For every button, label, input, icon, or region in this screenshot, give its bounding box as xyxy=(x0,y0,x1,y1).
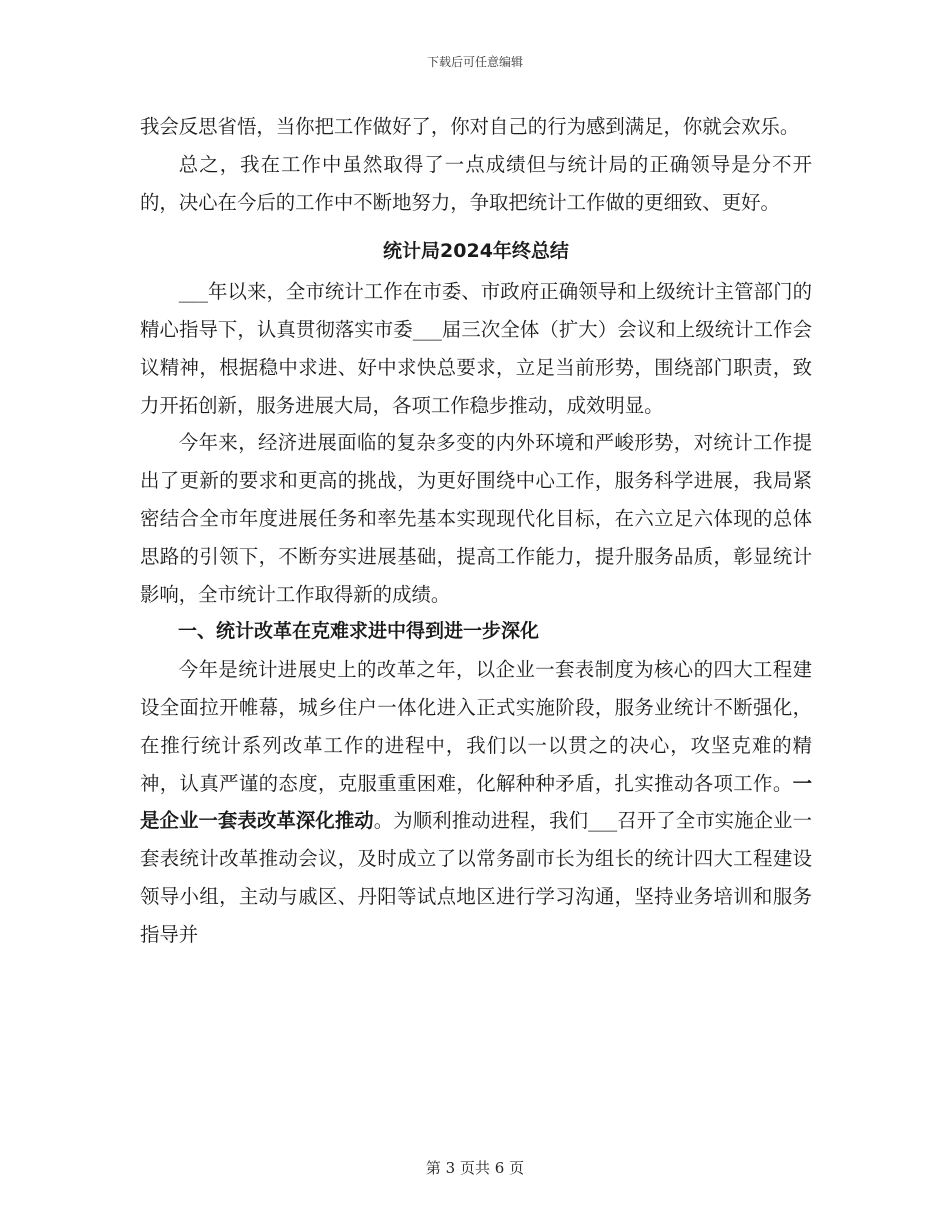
paragraph xyxy=(140,651,812,953)
document-title: 统计局2024年终总结 xyxy=(383,240,569,263)
paragraph: ___年以来，全市统计工作在市委、市政府正确领导和上级统计主管部门的精心指导下，认真贯彻落实市委___届三次全体（扩大）会议和上级统计工作会议精神，根据稳中求进、好中求快总要求，立足当前形势，围绕部门职责，致力开拓创新，服务进展大局，各项工作稳步推动，成效明显。 xyxy=(140,280,812,417)
paragraph: 今年来，经济进展面临的复杂多变的内外环境和严峻形势，对统计工作提出了更新的要求和更高的挑战，为更好围绕中心工作，服务科学进展，我局紧密结合全市年度进展任务和率先基本实现现代化目标，在六立足六体现的总体思路的引领下，不断夯实进展基础，提高工作能力，提升服务品质，彰显统计影响，全市统计工作取得新的成绩。 xyxy=(140,431,812,606)
paragraph-text: 。为顺利推动进程，我们___召开了全市实施企业一套表统计改革推动会议，及时成立了以常务副市长为组长的统计四大工程建设领导小组，主动与戚区、丹阳等试点地区进行学习沟通，坚持业务培训和服务指导并 xyxy=(140,809,813,946)
bold-lead-text: 一是企业一套表改革深化推动 xyxy=(140,771,812,833)
page-header: 下载后可任意编辑 xyxy=(426,55,523,69)
paragraph-text: 今年是统计进展史上的改革之年，以企业一套表制度为核心的四大工程建设全面拉开帷幕，城乡住户一体化进入正式实施阶段，服务业统计不断强化，在推行统计系列改革工作的进程中，我们以一以贯之的决心，攻坚克难的精神，认真严谨的态度，克服重重困难，化解种种矛盾，扎实推动各项工作。 xyxy=(140,658,812,795)
paragraph: 我会反思省悟，当你把工作做好了，你对自己的行为感到满足，你就会欢乐。 xyxy=(140,115,800,138)
paragraph: 总之，我在工作中虽然取得了一点成绩但与统计局的正确领导是分不开的，决心在今后的工作中不断地努力，争取把统计工作做的更细致、更好。 xyxy=(140,152,812,214)
page-footer: 第 3 页共 6 页 xyxy=(425,1159,525,1177)
section-heading: 一、统计改革在克难求进中得到进一步深化 xyxy=(178,620,540,643)
document-body xyxy=(140,108,812,954)
